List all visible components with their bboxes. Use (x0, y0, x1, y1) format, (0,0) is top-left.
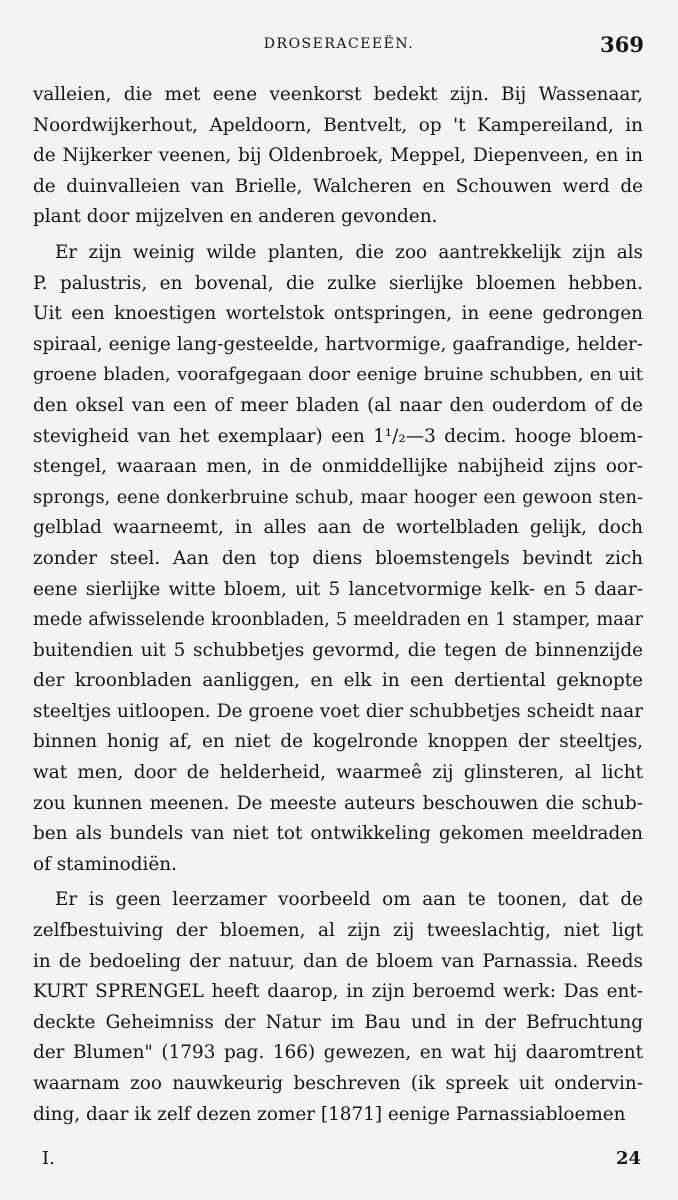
text-line: Er is geen leerzamer voorbeeld om aan te toonen, dat de (55, 889, 643, 911)
text-line: Uit een knoestigen wortelstok ontspringen, in eene gedrongen (33, 303, 643, 325)
text-line: den oksel van een of meer bladen (al naar den ouderdom of de (33, 394, 643, 416)
text-line: steeltjes uitloopen. De groene voet dier schubbetjes scheidt naar (33, 700, 643, 722)
text-line: mede afwisselende kroonbladen, 5 meeldraden en 1 stamper, maar (33, 609, 643, 631)
paragraph (33, 80, 643, 233)
text-line: der Blumen" (1793 pag. 166) gewezen, en wat hij daaromtrent (33, 1042, 643, 1064)
text-line: waarnam zoo nauwkeurig beschreven (ik spreek uit ondervin- (33, 1073, 643, 1094)
text-line: de Nijkerker veenen, bij Oldenbroek, Meppel, Diepenveen, en in (33, 145, 643, 167)
text-line: groene bladen, voorafgegaan door eenige bruine schubben, en uit (33, 364, 643, 386)
text-line: wat men, door de helderheid, waarmeê zij glinsteren, al licht (33, 762, 643, 784)
text-line: plant door mijzelven en anderen gevonden. (33, 206, 438, 228)
text-line: binnen honig af, en niet de kogelronde knoppen der steeltjes, (33, 731, 643, 753)
body-text (33, 80, 643, 1130)
text-line: sprongs, eene donkerbruine schub, maar hooger een gewoon sten- (33, 486, 643, 508)
text-line: Er zijn weinig wilde planten, die zoo aantrekkelijk zijn als (55, 241, 643, 263)
text-line: KURT SPRENGEL heeft daarop, in zijn beroemd werk: Das ent- (33, 981, 643, 1003)
text-line: buitendien uit 5 schubbetjes gevormd, die tegen de binnenzijde (33, 639, 643, 661)
text-line: zou kunnen meenen. De meeste auteurs beschouwen die schub- (33, 792, 643, 814)
text-line: zonder steel. Aan den top diens bloemstengels bevindt zich (33, 547, 643, 569)
page-footer (0, 1148, 678, 1178)
text-line: ben als bundels van niet tot ontwikkeling gekomen meeldraden (33, 823, 643, 845)
text-line: zelfbestuiving der bloemen, al zijn zij tweeslachtig, niet ligt (33, 920, 643, 942)
text-line: deckte Geheimniss der Natur im Bau und in der Befruchtung (33, 1011, 643, 1033)
text-line: Noordwijkerhout, Apeldoorn, Bentvelt, op 't Kampereiland, in (33, 114, 643, 136)
text-line: in de bedoeling der natuur, dan de bloem van Parnassia. Reeds (33, 950, 643, 972)
sheet-number: 24 (615, 1148, 641, 1169)
page-number: 369 (600, 32, 644, 57)
text-line: stengel, waaraan men, in de onmiddellijke nabijheid zijns oor- (33, 456, 643, 478)
text-line: eene sierlijke witte bloem, uit 5 lancetvormige kelk- en 5 daar- (33, 578, 643, 600)
text-line: spiraal, eenige lang-gesteelde, hartvormige, gaafrandige, helder- (33, 333, 643, 355)
text-line: stevigheid van het exemplaar) een 1¹/₂—3 decim. hooge bloem- (33, 425, 643, 447)
text-line: P. palustris, en bovenal, die zulke sierlijke bloemen hebben. (33, 272, 643, 294)
text-line: de duinvalleien van Brielle, Walcheren en Schouwen werd de (33, 175, 643, 197)
text-line: of staminodiën. (33, 853, 177, 875)
text-line: gelblad waarneemt, in alles aan de wortelbladen gelijk, doch (33, 517, 643, 539)
paragraph (33, 238, 643, 880)
running-head (0, 32, 678, 60)
text-line: valleien, die met eene veenkorst bedekt zijn. Bij Wassenaar, (33, 84, 643, 105)
signature-mark: I. (42, 1148, 55, 1169)
text-line: der kroonbladen aanliggen, en elk in een dertiental geknopte (33, 670, 643, 692)
running-title: DROSERACEEËN. (263, 36, 415, 52)
text-line: ding, daar ik zelf dezen zomer [1871] eenige Parnassiabloemen (33, 1103, 626, 1125)
paragraph (33, 885, 643, 1130)
